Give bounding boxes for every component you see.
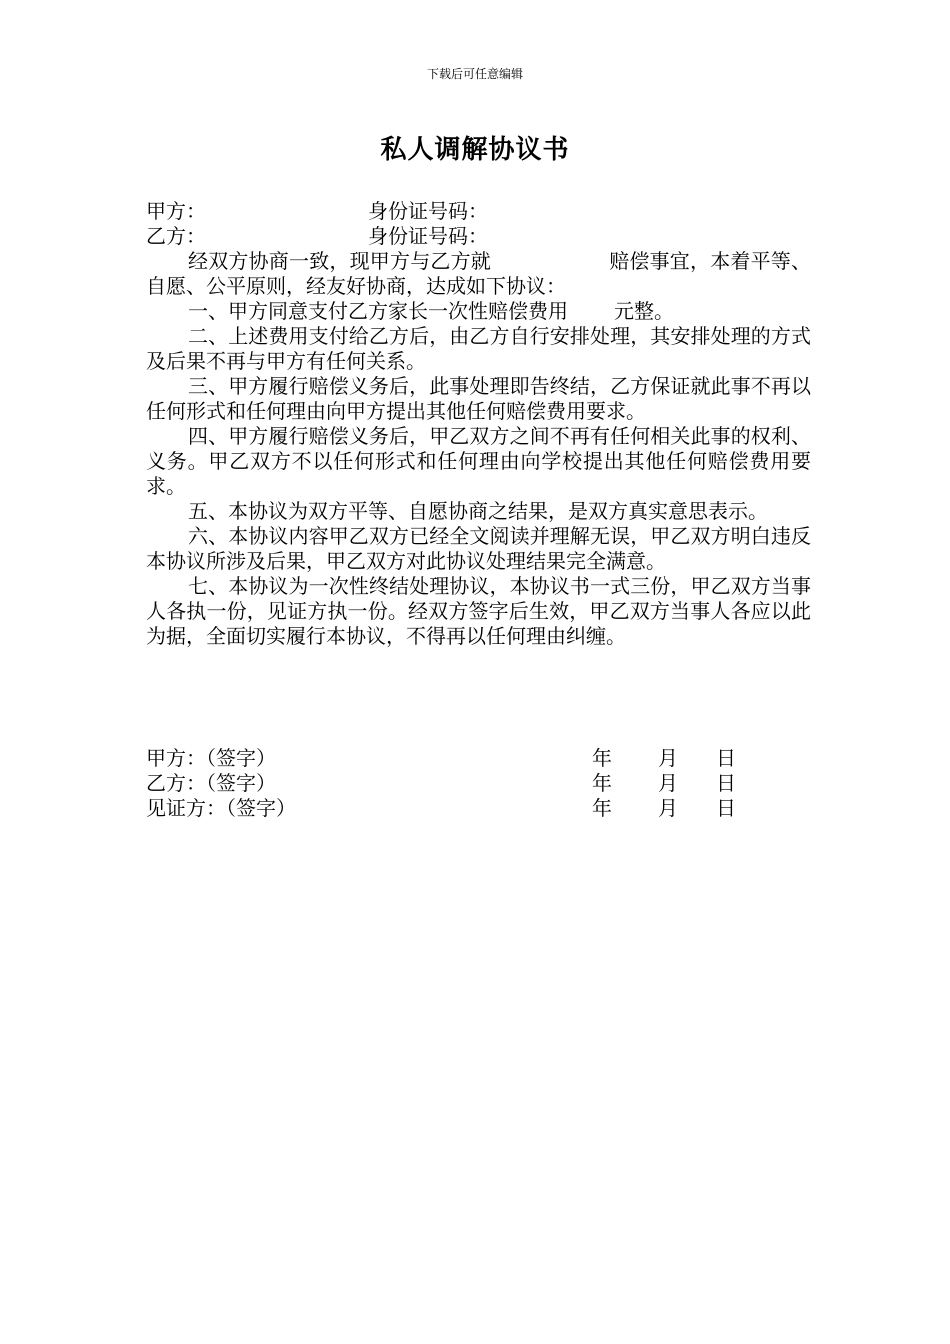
clause-5: 五、本协议为双方平等、自愿协商之结果，是双方真实意思表示。 bbox=[188, 499, 768, 523]
signature-block bbox=[146, 746, 811, 821]
signature-row-party-b bbox=[146, 771, 811, 796]
year-label: 年 bbox=[592, 771, 612, 795]
clause-1-text-2: 元整。 bbox=[614, 299, 674, 323]
clause-1 bbox=[146, 299, 811, 324]
clause-1-text-1: 一、甲方同意支付乙方家长一次性赔偿费用 bbox=[188, 299, 568, 323]
document-title: 私人调解协议书 bbox=[380, 135, 570, 165]
day-label: 日 bbox=[716, 796, 736, 820]
month-label: 月 bbox=[658, 796, 678, 820]
intro-text-1: 经双方协商一致，现甲方与乙方就 bbox=[188, 249, 491, 273]
party-b-line bbox=[146, 224, 811, 249]
day-label: 日 bbox=[716, 746, 736, 770]
party-b-label: 乙方： bbox=[146, 224, 206, 248]
party-a-label: 甲方： bbox=[146, 199, 206, 223]
clause-3: 三、甲方履行赔偿义务后，此事处理即告终结，乙方保证就此事不再以任何形式和任何理由向甲方提出其他任何赔偿费用要求。 bbox=[146, 374, 811, 423]
party-b-id-label: 身份证号码： bbox=[368, 224, 488, 248]
signature-label: 见证方：（签字） bbox=[146, 796, 296, 820]
signature-label: 甲方：（签字） bbox=[146, 746, 276, 770]
party-a-line bbox=[146, 199, 811, 224]
header-note: 下载后可任意编辑 bbox=[426, 67, 523, 81]
year-label: 年 bbox=[592, 796, 612, 820]
signature-row-party-a bbox=[146, 746, 811, 771]
intro-text-2: 赔偿事宜，本着平等、自愿、公平原则，经友好协商，达成如下协议： bbox=[146, 249, 811, 298]
day-label: 日 bbox=[716, 771, 736, 795]
signature-row-witness bbox=[146, 796, 811, 821]
year-label: 年 bbox=[592, 746, 612, 770]
month-label: 月 bbox=[658, 771, 678, 795]
clause-4: 四、甲方履行赔偿义务后，甲乙双方之间不再有任何相关此事的权利、义务。甲乙双方不以任何形式和任何理由向学校提出其他任何赔偿费用要求。 bbox=[146, 424, 811, 498]
signature-label: 乙方：（签字） bbox=[146, 771, 276, 795]
clause-7: 七、本协议为一次性终结处理协议，本协议书一式三份，甲乙双方当事人各执一份，见证方执一份。经双方签字后生效，甲乙双方当事人各应以此为据，全面切实履行本协议，不得再以任何理由纠缠。 bbox=[146, 574, 811, 648]
clause-2: 二、上述费用支付给乙方后，由乙方自行安排处理，其安排处理的方式及后果不再与甲方有任何关系。 bbox=[146, 324, 811, 373]
party-a-id-label: 身份证号码： bbox=[368, 199, 488, 223]
month-label: 月 bbox=[658, 746, 678, 770]
intro-paragraph bbox=[146, 249, 811, 299]
agreement-body bbox=[146, 199, 811, 649]
clause-6: 六、本协议内容甲乙双方已经全文阅读并理解无误，甲乙双方明白违反本协议所涉及后果，甲乙双方对此协议处理结果完全满意。 bbox=[146, 524, 811, 573]
